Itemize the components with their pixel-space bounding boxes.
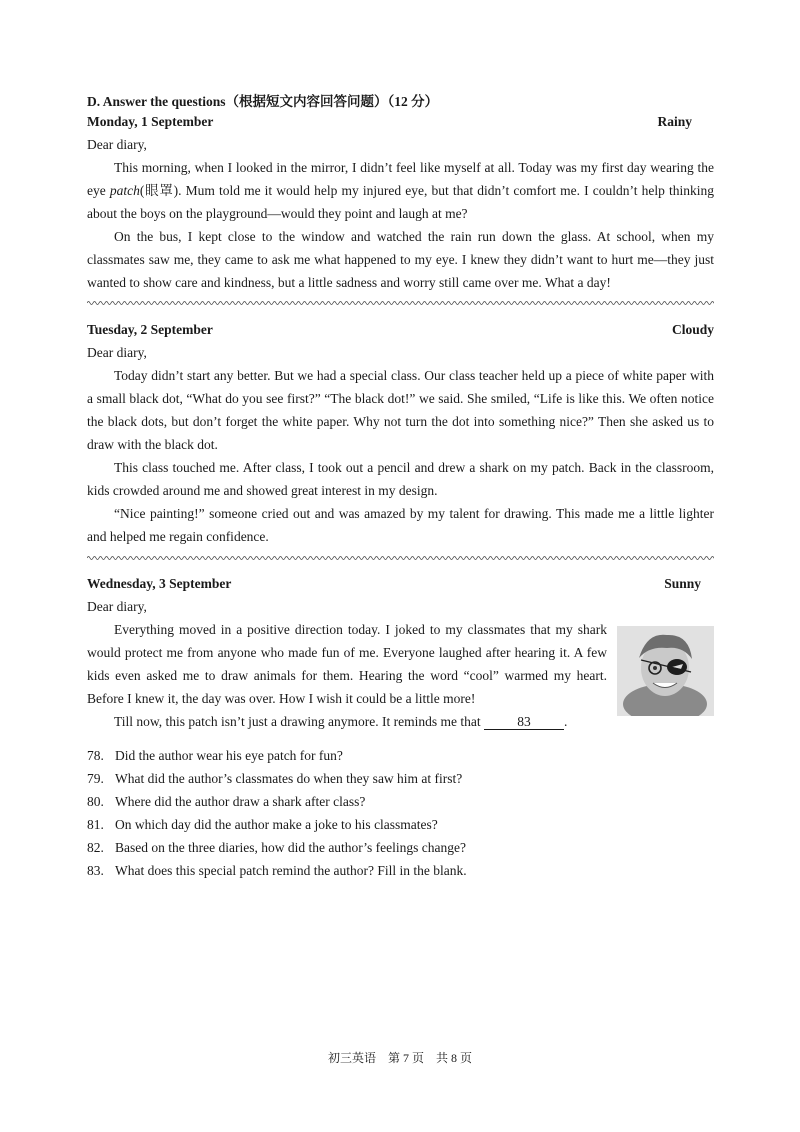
emphasized-word: patch (109, 183, 140, 198)
entry-greeting: Dear diary, (87, 345, 147, 360)
entry-greeting: Dear diary, (87, 137, 147, 152)
paragraph: “Nice painting!” someone cried out and was amazed by my talent for drawing. This made me a little lighter and helped me regain confidence. (87, 506, 714, 544)
section-title: D. Answer the questions（根据短文内容回答问题）（12 分） (87, 94, 439, 109)
paragraph: Till now, this patch isn’t just a drawing anymore. It reminds me that 83 . (114, 714, 568, 729)
entry-weather: Rainy (657, 114, 692, 129)
boy-with-eye-patch-illustration (617, 626, 714, 716)
wavy-divider (87, 554, 714, 562)
entry-date: Wednesday, 3 September (87, 576, 232, 591)
question-80: 80. Where did the author draw a shark after class? (87, 794, 366, 809)
entry-date: Tuesday, 2 September (87, 322, 213, 337)
question-83: 83. What does this special patch remind the author? Fill in the blank. (87, 863, 467, 878)
page-footer: 初三英语 第 7 页 共 8 页 (327, 1051, 472, 1065)
entry-greeting: Dear diary, (87, 599, 147, 614)
paragraph: This class touched me. After class, I took out a pencil and drew a shark on my patch. Back in the classroom, kids crowded around me and showed great interest in my design. (87, 460, 714, 498)
question-81: 81. On which day did the author make a joke to his classmates? (87, 817, 438, 832)
para-text: This morning, when I looked in the mirror, I didn’t feel like myself at all. Today was my first day wearing the eye patch(眼罩). Mum told me it would help my injured eye, but that didn’t comfort me. I couldn’t help thinking about the boys on the playground—would they point and laugh at me? (87, 160, 715, 221)
entry-weather: Cloudy (671, 322, 714, 337)
paragraph: Everything moved in a positive direction today. I joked to my classmates that my shark would protect me from anyone who made fun of me. Everyone laughed after hearing it. A few kids even asked me to draw animals for them. Hearing the word “cool” warmed my heart. Before I knew it, the day was over. How I wish it could be a little more! (87, 622, 607, 706)
question-78: 78. Did the author wear his eye patch for fun? (87, 748, 343, 763)
wavy-divider (87, 299, 714, 307)
paragraph (87, 156, 714, 225)
entry-weather: Sunny (664, 576, 701, 591)
answer-blank[interactable]: 83 (484, 714, 564, 730)
para-text: Till now, this patch isn’t just a drawing anymore. It reminds me that (114, 714, 481, 729)
question-82: 82. Based on the three diaries, how did the author’s feelings change? (87, 840, 467, 855)
entry-date: Monday, 1 September (87, 114, 214, 129)
paragraph: On the bus, I kept close to the window and watched the rain run down the glass. At school, when my classmates saw me, they came to ask me what happened to my eye. I knew they didn’t want to hurt me—they just wanted to show care and kindness, but a little sadness and worry still came over me. What a day! (87, 229, 714, 290)
paragraph: Today didn’t start any better. But we had a special class. Our class teacher held up a piece of white paper with a small black dot, “What do you see first?” “The black dot!” we said. She smiled, “Life is like this. We often notice the black dots, but don’t forget the white paper. Why not turn the dot into something nice?” Then she asked us to draw with the black dot. (87, 368, 714, 452)
question-79: 79. What did the author’s classmates do when they saw him at first? (87, 771, 463, 786)
